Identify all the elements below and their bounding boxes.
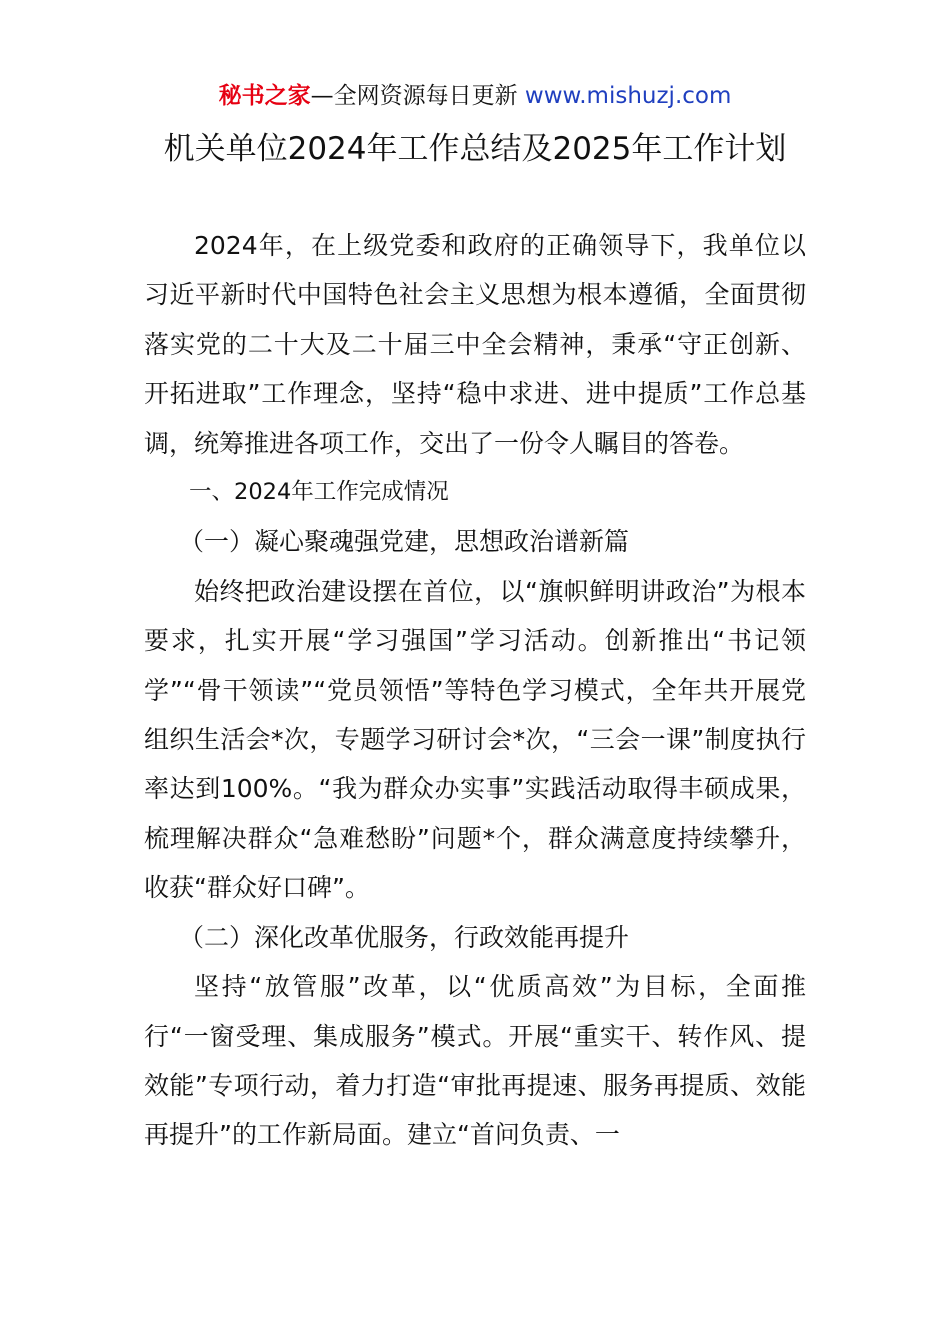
subsection-body-1: 始终把政治建设摆在首位，以“旗帜鲜明讲政治”为根本要求，扎实开展“学习强国”学习活动。创新推出“书记领学”“骨干领读”“党员领悟”等特色学习模式，全年共开展党组织生活会*次，专题学习研讨会*次，“三会一课”制度执行率达到100%。“我为群众办实事”实践活动取得丰硕成果，梳理解决群众“急难愁盼”问题*个，群众满意度持续攀升，收获“群众好口碑”。 — [144, 576, 806, 903]
intro-paragraph: 2024年，在上级党委和政府的正确领导下，我单位以习近平新时代中国特色社会主义思想为根本遵循，全面贯彻落实党的二十大及二十届三中全会精神，秉承“守正创新、开拓进取”工作理念，坚持“稳中求进、进中提质”工作总基调，统筹推进各项工作，交出了一份令人瞩目的答卷。 — [144, 231, 806, 458]
subsection-heading-2: （二）深化改革优服务，行政效能再提升 — [179, 922, 630, 952]
document-title: 机关单位2024年工作总结及2025年工作计划 — [163, 131, 787, 167]
site-url-link[interactable]: www.mishuzj.com — [524, 83, 732, 109]
document-body — [144, 221, 806, 1160]
site-brand: 秘书之家 — [218, 83, 311, 109]
section-heading: 一、2024年工作完成情况 — [189, 479, 449, 506]
subsection-body-2: 坚持“放管服”改革，以“优质高效”为目标，全面推行“一窗受理、集成服务”模式。开展“重实干、转作风、提效能”专项行动，着力打造“审批再提速、服务再提质、效能再提升”的工作新局面。建立“首问负责、一 — [144, 972, 806, 1150]
site-header — [0, 78, 950, 114]
subsection-heading-1: （一）凝心聚魂强党建，思想政治谱新篇 — [179, 527, 630, 557]
site-slogan: —全网资源每日更新 — [310, 83, 525, 109]
